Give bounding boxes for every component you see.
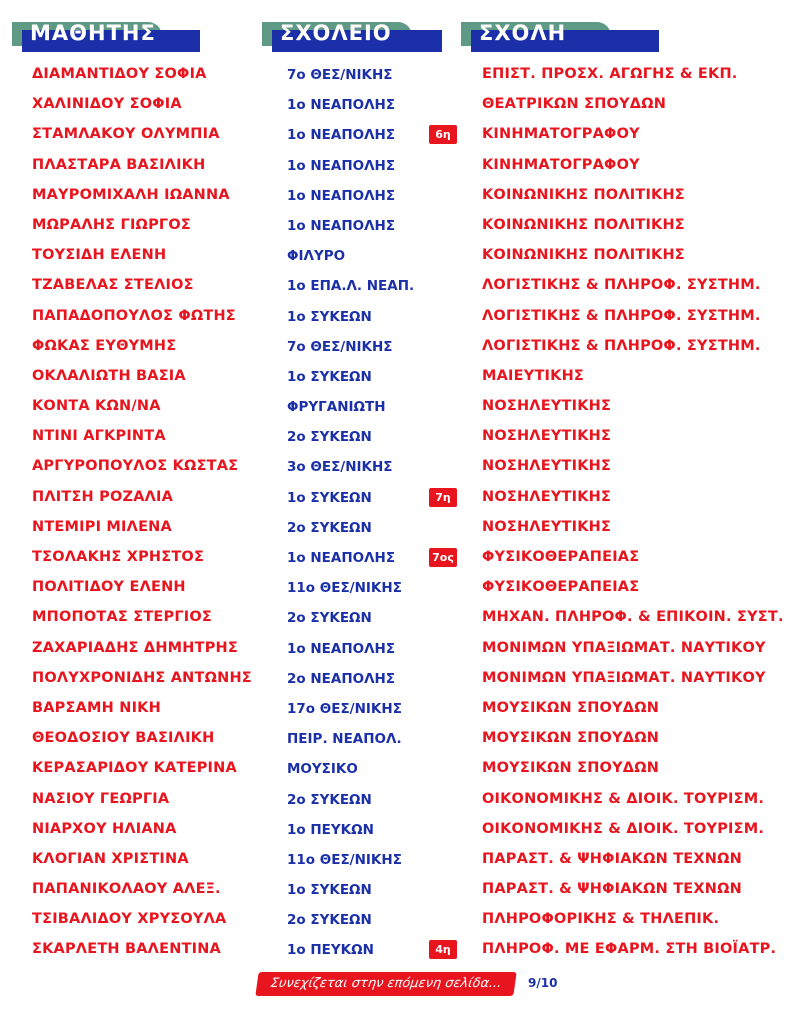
department-name: ΝΟΣΗΛΕΥΤΙΚΗΣ (482, 458, 612, 475)
school-name: 1ο ΝΕΑΠΟΛΗΣ (287, 187, 396, 204)
table-row (0, 636, 793, 666)
student-name: ΠΟΛΥΧΡΟΝΙΔΗΣ ΑΝΤΩΝΗΣ (32, 669, 252, 686)
student-name: ΜΑΥΡΟΜΙΧΑΛΗ ΙΩΑΝΝΑ (32, 186, 230, 203)
school-name: 1ο ΣΥΚΕΩΝ (287, 308, 372, 325)
student-name: ΑΡΓΥΡΟΠΟΥΛΟΣ ΚΩΣΤΑΣ (32, 458, 239, 475)
table-row (0, 515, 793, 545)
school-name: 2ο ΣΥΚΕΩΝ (287, 610, 372, 627)
table-row (0, 304, 793, 334)
department-name: ΦΥΣΙΚΟΘΕΡΑΠΕΙΑΣ (482, 549, 640, 565)
department-name: ΠΑΡΑΣΤ. & ΨΗΦΙΑΚΩΝ ΤΕΧΝΩΝ (482, 850, 742, 867)
table-row (0, 756, 793, 786)
student-name: ΟΚΛΑΛΙΩΤΗ ΒΑΣΙΑ (32, 367, 186, 384)
student-name: ΦΩΚΑΣ ΕΥΘΥΜΗΣ (32, 337, 177, 354)
table-row (0, 485, 793, 515)
school-name: 1ο ΣΥΚΕΩΝ (287, 882, 372, 899)
department-name: ΟΙΚΟΝΟΜΙΚΗΣ & ΔΙΟΙΚ. ΤΟΥΡΙΣΜ. (482, 790, 765, 807)
header-school-label: ΣΧΟΛΕΙΟ (280, 21, 392, 45)
school-name: 1ο ΕΠΑ.Λ. ΝΕΑΠ. (287, 278, 415, 295)
school-name: 17ο ΘΕΣ/ΝΙΚΗΣ (287, 700, 402, 717)
school-name: 1ο ΝΕΑΠΟΛΗΣ (287, 217, 396, 234)
table-row (0, 92, 793, 122)
school-name: 7ο ΘΕΣ/ΝΙΚΗΣ (287, 67, 393, 83)
table-row (0, 273, 793, 303)
table-row (0, 183, 793, 213)
department-name: ΚΟΙΝΩΝΙΚΗΣ ΠΟΛΙΤΙΚΗΣ (482, 247, 685, 264)
table-row (0, 364, 793, 394)
rank-badge: 7η (429, 488, 457, 507)
student-name: ΠΟΛΙΤΙΔΟΥ ΕΛΕΝΗ (32, 579, 186, 596)
school-name: 11ο ΘΕΣ/ΝΙΚΗΣ (287, 580, 402, 597)
department-name: ΚΟΙΝΩΝΙΚΗΣ ΠΟΛΙΤΙΚΗΣ (482, 216, 685, 233)
table-row (0, 122, 793, 152)
school-name: ΦΙΛΥΡΟ (287, 248, 346, 265)
student-name: ΜΠΟΠΟΤΑΣ ΣΤΕΡΓΙΟΣ (32, 609, 213, 626)
table-row (0, 334, 793, 364)
table-row (0, 153, 793, 183)
student-name: ΤΟΥΣΙΔΗ ΕΛΕΝΗ (32, 247, 167, 264)
school-name: 2ο ΣΥΚΕΩΝ (287, 429, 372, 446)
school-name: 2ο ΣΥΚΕΩΝ (287, 791, 372, 808)
department-name: ΠΑΡΑΣΤ. & ΨΗΦΙΑΚΩΝ ΤΕΧΝΩΝ (482, 881, 742, 898)
school-name: 3ο ΘΕΣ/ΝΙΚΗΣ (287, 459, 393, 476)
table-row (0, 243, 793, 273)
table-row (0, 213, 793, 243)
table-row (0, 454, 793, 484)
student-name: ΣΚΑΡΛΕΤΗ ΒΑΛΕΝΤΙΝΑ (32, 941, 221, 958)
department-name: ΝΟΣΗΛΕΥΤΙΚΗΣ (482, 518, 612, 535)
table-row (0, 907, 793, 937)
table-row (0, 726, 793, 756)
table-row (0, 787, 793, 817)
page-number: 9/10 (528, 976, 558, 990)
school-name: 1ο ΣΥΚΕΩΝ (287, 368, 372, 385)
student-name: ΤΣΟΛΑΚΗΣ ΧΡΗΣΤΟΣ (32, 549, 205, 565)
header-student-label: ΜΑΘΗΤΗΣ (30, 21, 156, 45)
department-name: ΜΗΧΑΝ. ΠΛΗΡΟΦ. & ΕΠΙΚΟΙΝ. ΣΥΣΤ. (482, 609, 784, 626)
department-name: ΦΥΣΙΚΟΘΕΡΑΠΕΙΑΣ (482, 579, 640, 596)
department-name: ΘΕΑΤΡΙΚΩΝ ΣΠΟΥΔΩΝ (482, 96, 667, 113)
school-name: 1ο ΝΕΑΠΟΛΗΣ (287, 97, 396, 114)
student-name: ΔΙΑΜΑΝΤΙΔΟΥ ΣΟΦΙΑ (32, 66, 207, 82)
student-name: ΝΤΕΜΙΡΙ ΜΙΛΕΝΑ (32, 518, 172, 535)
department-name: ΝΟΣΗΛΕΥΤΙΚΗΣ (482, 428, 612, 445)
student-name: ΚΟΝΤΑ ΚΩΝ/ΝΑ (32, 398, 161, 415)
school-name: 1ο ΣΥΚΕΩΝ (287, 489, 372, 506)
department-name: ΠΛΗΡΟΦ. ΜΕ ΕΦΑΡΜ. ΣΤΗ ΒΙΟΪΑΤΡ. (482, 941, 777, 958)
student-name: ΠΛΙΤΣΗ ΡΟΖΑΛΙΑ (32, 488, 174, 505)
header-student (12, 22, 200, 52)
continued-banner: Συνεχίζεται στην επόμενη σελίδα... (255, 972, 516, 996)
student-name: ΣΤΑΜΛΑΚΟΥ ΟΛΥΜΠΙΑ (32, 126, 220, 143)
header-department (461, 22, 661, 52)
student-name: ΖΑΧΑΡΙΑΔΗΣ ΔΗΜΗΤΡΗΣ (32, 639, 238, 656)
header-department-label: ΣΧΟΛΗ (479, 21, 567, 45)
school-name: 7ο ΘΕΣ/ΝΙΚΗΣ (287, 338, 393, 355)
school-name: ΜΟΥΣΙΚΟ (287, 761, 358, 778)
student-name: ΤΖΑΒΕΛΑΣ ΣΤΕΛΙΟΣ (32, 277, 194, 294)
school-name: 2ο ΝΕΑΠΟΛΗΣ (287, 670, 396, 687)
school-name: 1ο ΠΕΥΚΩΝ (287, 821, 374, 838)
department-name: ΜΟΥΣΙΚΩΝ ΣΠΟΥΔΩΝ (482, 760, 660, 777)
department-name: ΜΟΥΣΙΚΩΝ ΣΠΟΥΔΩΝ (482, 699, 660, 716)
table-row (0, 545, 793, 575)
school-name: 2ο ΣΥΚΕΩΝ (287, 912, 372, 929)
table-row (0, 817, 793, 847)
department-name: ΝΟΣΗΛΕΥΤΙΚΗΣ (482, 488, 612, 505)
table-row (0, 847, 793, 877)
rank-badge: 6η (429, 125, 457, 144)
student-name: ΠΑΠΑΔΟΠΟΥΛΟΣ ΦΩΤΗΣ (32, 307, 236, 324)
student-name: ΝΙΑΡΧΟΥ ΗΛΙΑΝΑ (32, 820, 177, 837)
table-row (0, 937, 793, 967)
department-name: ΛΟΓΙΣΤΙΚΗΣ & ΠΛΗΡΟΦ. ΣΥΣΤΗΜ. (482, 307, 761, 324)
department-name: ΜΑΙΕΥΤΙΚΗΣ (482, 367, 585, 384)
school-name: ΠΕΙΡ. ΝΕΑΠΟΛ. (287, 731, 402, 748)
table-row (0, 877, 793, 907)
table-row (0, 575, 793, 605)
table-row (0, 424, 793, 454)
table-row (0, 666, 793, 696)
school-name: 2ο ΣΥΚΕΩΝ (287, 519, 372, 536)
school-name: 1ο ΠΕΥΚΩΝ (287, 942, 374, 959)
student-name: ΝΤΙΝΙ ΑΓΚΡΙΝΤΑ (32, 428, 166, 445)
rank-badge: 4η (429, 940, 457, 959)
department-name: ΚΟΙΝΩΝΙΚΗΣ ΠΟΛΙΤΙΚΗΣ (482, 186, 685, 203)
table-row (0, 605, 793, 635)
table-row (0, 394, 793, 424)
school-name: 1ο ΝΕΑΠΟΛΗΣ (287, 550, 396, 566)
department-name: ΚΙΝΗΜΑΤΟΓΡΑΦΟΥ (482, 156, 640, 173)
header-school (262, 22, 437, 52)
student-name: ΒΑΡΣΑΜΗ ΝΙΚΗ (32, 699, 161, 716)
table-row (0, 62, 793, 92)
student-name: ΚΛΟΓΙΑΝ ΧΡΙΣΤΙΝΑ (32, 850, 189, 867)
department-name: ΝΟΣΗΛΕΥΤΙΚΗΣ (482, 398, 612, 415)
results-list (0, 62, 793, 968)
school-name: 1ο ΝΕΑΠΟΛΗΣ (287, 640, 396, 657)
table-row (0, 696, 793, 726)
rank-badge: 7ος (429, 548, 457, 567)
department-name: ΚΙΝΗΜΑΤΟΓΡΑΦΟΥ (482, 126, 640, 143)
school-name: 11ο ΘΕΣ/ΝΙΚΗΣ (287, 851, 402, 868)
student-name: ΚΕΡΑΣΑΡΙΔΟΥ ΚΑΤΕΡΙΝΑ (32, 760, 237, 777)
department-name: ΜΟΥΣΙΚΩΝ ΣΠΟΥΔΩΝ (482, 730, 660, 747)
student-name: ΠΑΠΑΝΙΚΟΛΑΟΥ ΑΛΕΞ. (32, 881, 221, 898)
student-name: ΝΑΣΙΟΥ ΓΕΩΡΓΙΑ (32, 790, 170, 807)
department-name: ΜΟΝΙΜΩΝ ΥΠΑΞΙΩΜΑΤ. ΝΑΥΤΙΚΟΥ (482, 669, 766, 686)
department-name: ΛΟΓΙΣΤΙΚΗΣ & ΠΛΗΡΟΦ. ΣΥΣΤΗΜ. (482, 337, 761, 354)
school-name: 1ο ΝΕΑΠΟΛΗΣ (287, 157, 396, 174)
department-name: ΠΛΗΡΟΦΟΡΙΚΗΣ & ΤΗΛΕΠΙΚ. (482, 911, 720, 928)
department-name: ΜΟΝΙΜΩΝ ΥΠΑΞΙΩΜΑΤ. ΝΑΥΤΙΚΟΥ (482, 639, 766, 656)
student-name: ΤΣΙΒΑΛΙΔΟΥ ΧΡΥΣΟΥΛΑ (32, 911, 227, 928)
student-name: ΘΕΟΔΟΣΙΟΥ ΒΑΣΙΛΙΚΗ (32, 730, 215, 747)
student-name: ΠΛΑΣΤΑΡΑ ΒΑΣΙΛΙΚΗ (32, 156, 206, 173)
student-name: ΧΑΛΙΝΙΔΟΥ ΣΟΦΙΑ (32, 96, 182, 113)
student-name: ΜΩΡΑΛΗΣ ΓΙΩΡΓΟΣ (32, 216, 191, 233)
department-name: ΛΟΓΙΣΤΙΚΗΣ & ΠΛΗΡΟΦ. ΣΥΣΤΗΜ. (482, 277, 761, 294)
department-name: ΟΙΚΟΝΟΜΙΚΗΣ & ΔΙΟΙΚ. ΤΟΥΡΙΣΜ. (482, 820, 765, 837)
school-name: 1ο ΝΕΑΠΟΛΗΣ (287, 127, 396, 144)
school-name: ΦΡΥΓΑΝΙΩΤΗ (287, 399, 386, 416)
department-name: ΕΠΙΣΤ. ΠΡΟΣΧ. ΑΓΩΓΗΣ & ΕΚΠ. (482, 66, 738, 82)
